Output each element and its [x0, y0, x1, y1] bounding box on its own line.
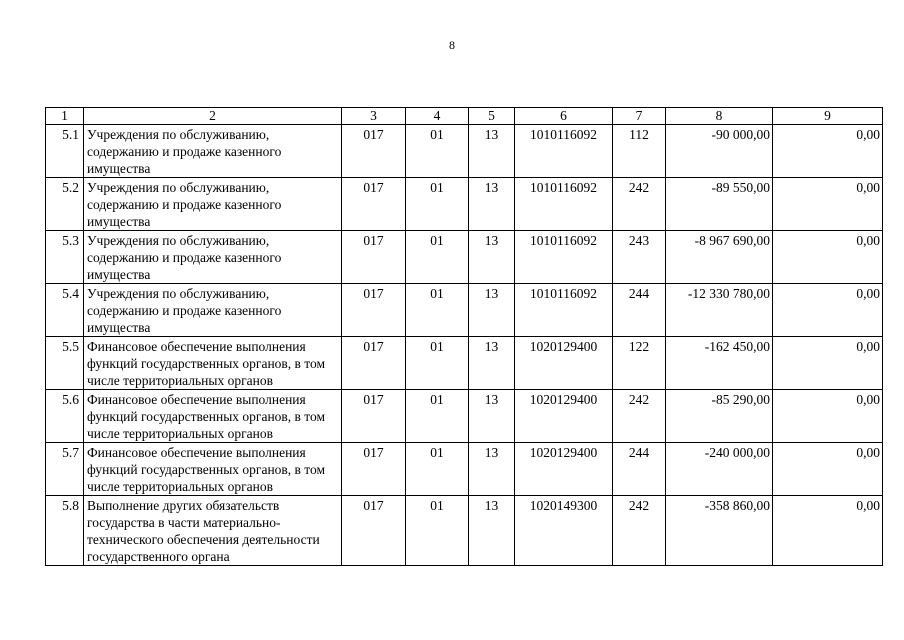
cell-row-name: Финансовое обеспечение выполнения функций государственных органов, в том числе территориальных органов: [84, 337, 342, 390]
column-header: 7: [613, 108, 666, 125]
column-header: 3: [342, 108, 406, 125]
cell-code-section: 01: [406, 390, 469, 443]
page-number: 8: [449, 38, 455, 52]
table-row: [46, 284, 883, 337]
cell-code-ministry: 017: [342, 284, 406, 337]
column-header: 8: [666, 108, 773, 125]
cell-code-expense-type: 242: [613, 390, 666, 443]
cell-row-number: 5.2: [46, 178, 84, 231]
cell-code-section: 01: [406, 231, 469, 284]
table-row: [46, 337, 883, 390]
table-row: [46, 178, 883, 231]
cell-code-target: 1010116092: [515, 231, 613, 284]
column-header: 4: [406, 108, 469, 125]
cell-code-section: 01: [406, 443, 469, 496]
cell-code-ministry: 017: [342, 443, 406, 496]
header-row: [46, 108, 883, 125]
cell-code-ministry: 017: [342, 337, 406, 390]
cell-code-expense-type: 112: [613, 125, 666, 178]
cell-code-target: 1020129400: [515, 390, 613, 443]
cell-code-expense-type: 244: [613, 443, 666, 496]
cell-row-number: 5.5: [46, 337, 84, 390]
cell-code-subsection: 13: [469, 178, 515, 231]
cell-amount-next: 0,00: [773, 284, 883, 337]
cell-code-expense-type: 242: [613, 496, 666, 566]
cell-code-target: 1020149300: [515, 496, 613, 566]
cell-code-expense-type: 122: [613, 337, 666, 390]
cell-amount: -85 290,00: [666, 390, 773, 443]
cell-row-number: 5.1: [46, 125, 84, 178]
cell-code-expense-type: 244: [613, 284, 666, 337]
cell-amount-next: 0,00: [773, 125, 883, 178]
cell-code-subsection: 13: [469, 231, 515, 284]
table-row: [46, 443, 883, 496]
cell-code-target: 1020129400: [515, 337, 613, 390]
cell-row-number: 5.3: [46, 231, 84, 284]
cell-amount: -240 000,00: [666, 443, 773, 496]
cell-code-ministry: 017: [342, 125, 406, 178]
cell-amount-next: 0,00: [773, 337, 883, 390]
cell-code-subsection: 13: [469, 284, 515, 337]
cell-row-name: Учреждения по обслуживанию, содержанию и продаже казенного имущества: [84, 178, 342, 231]
cell-code-expense-type: 243: [613, 231, 666, 284]
column-header: 5: [469, 108, 515, 125]
cell-row-name: Учреждения по обслуживанию, содержанию и продаже казенного имущества: [84, 231, 342, 284]
table-row: [46, 496, 883, 566]
table-row: [46, 390, 883, 443]
cell-row-number: 5.8: [46, 496, 84, 566]
column-header: 9: [773, 108, 883, 125]
cell-amount-next: 0,00: [773, 231, 883, 284]
cell-code-section: 01: [406, 125, 469, 178]
cell-code-target: 1010116092: [515, 125, 613, 178]
cell-amount-next: 0,00: [773, 443, 883, 496]
cell-code-target: 1020129400: [515, 443, 613, 496]
cell-amount-next: 0,00: [773, 390, 883, 443]
cell-amount-next: 0,00: [773, 178, 883, 231]
cell-row-number: 5.7: [46, 443, 84, 496]
cell-amount: -358 860,00: [666, 496, 773, 566]
budget-table: [45, 107, 883, 566]
cell-code-section: 01: [406, 178, 469, 231]
cell-row-name: Финансовое обеспечение выполнения функций государственных органов, в том числе территориальных органов: [84, 443, 342, 496]
table-row: [46, 231, 883, 284]
cell-code-section: 01: [406, 284, 469, 337]
cell-code-ministry: 017: [342, 390, 406, 443]
cell-row-number: 5.4: [46, 284, 84, 337]
cell-code-subsection: 13: [469, 496, 515, 566]
cell-code-section: 01: [406, 337, 469, 390]
cell-row-name: Финансовое обеспечение выполнения функций государственных органов, в том числе территориальных органов: [84, 390, 342, 443]
cell-code-ministry: 017: [342, 496, 406, 566]
cell-code-expense-type: 242: [613, 178, 666, 231]
cell-row-name: Учреждения по обслуживанию, содержанию и продаже казенного имущества: [84, 125, 342, 178]
cell-amount-next: 0,00: [773, 496, 883, 566]
cell-amount: -162 450,00: [666, 337, 773, 390]
column-header: 1: [46, 108, 84, 125]
cell-amount: -89 550,00: [666, 178, 773, 231]
cell-amount: -90 000,00: [666, 125, 773, 178]
cell-code-ministry: 017: [342, 231, 406, 284]
cell-code-target: 1010116092: [515, 284, 613, 337]
cell-code-target: 1010116092: [515, 178, 613, 231]
column-header: 6: [515, 108, 613, 125]
cell-code-ministry: 017: [342, 178, 406, 231]
cell-code-subsection: 13: [469, 443, 515, 496]
cell-row-number: 5.6: [46, 390, 84, 443]
cell-row-name: Выполнение других обязательств государства в части материально-технического обеспечения деятельности государственного органа: [84, 496, 342, 566]
cell-code-subsection: 13: [469, 337, 515, 390]
cell-code-section: 01: [406, 496, 469, 566]
cell-code-subsection: 13: [469, 390, 515, 443]
table-row: [46, 125, 883, 178]
cell-amount: -12 330 780,00: [666, 284, 773, 337]
cell-amount: -8 967 690,00: [666, 231, 773, 284]
cell-row-name: Учреждения по обслуживанию, содержанию и продаже казенного имущества: [84, 284, 342, 337]
column-header: 2: [84, 108, 342, 125]
cell-code-subsection: 13: [469, 125, 515, 178]
